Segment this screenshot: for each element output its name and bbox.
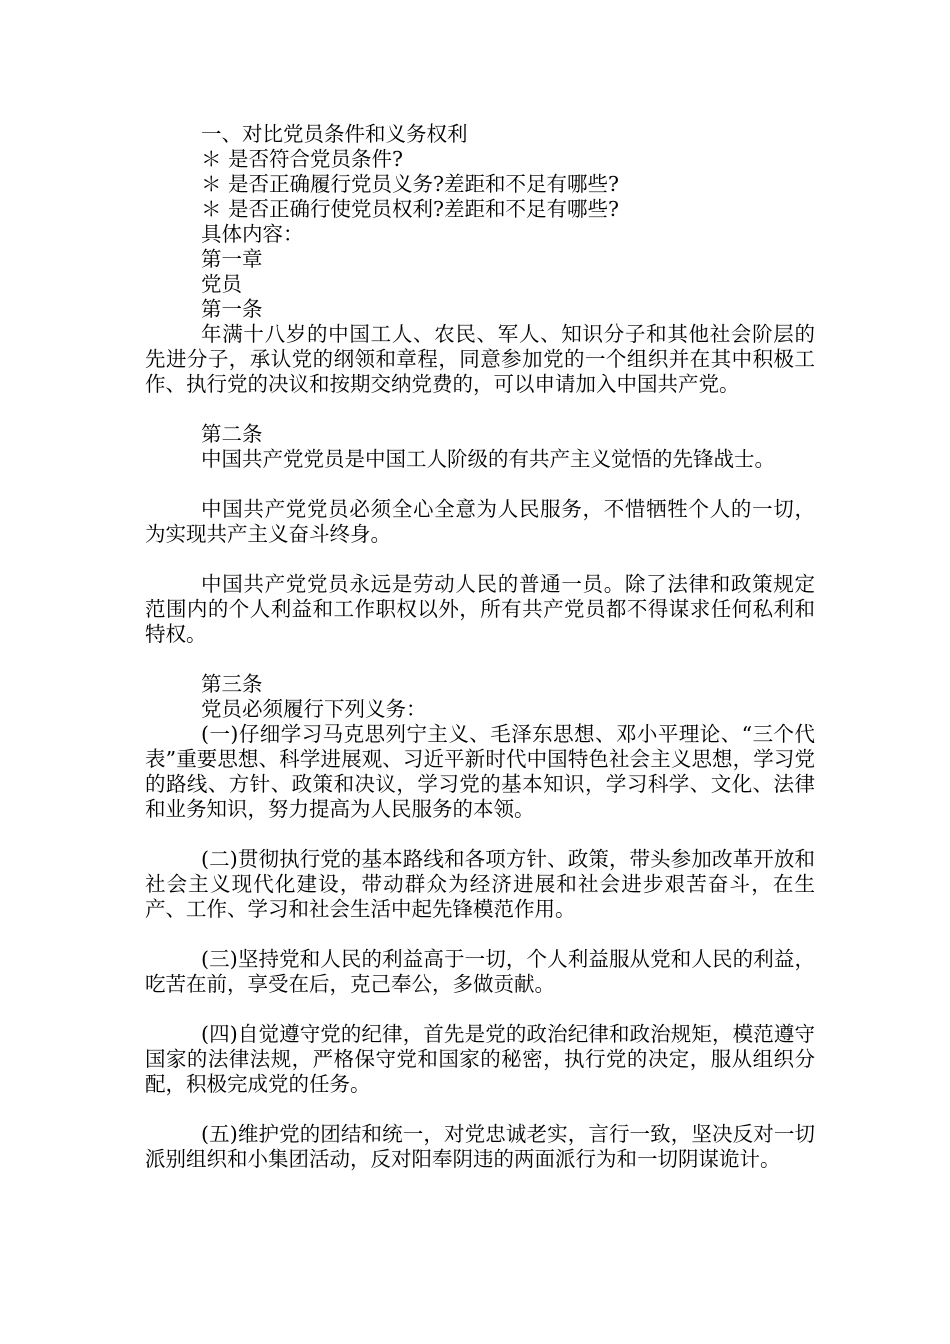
content-label: 具体内容： — [201, 222, 304, 246]
chapter-title: 党员 — [201, 272, 242, 296]
duty-item-1: (一)仔细学习马克思列宁主义、毛泽东思想、邓小平理论、“三个代表”重要思想、科学进展观、习近平新时代中国特色社会主义思想，学习党的路线、方针、政策和决议，学习党的基本知识，学习科学、文化、法律和业务知识，努力提高为人民服务的本领。 — [145, 722, 815, 821]
spacer — [145, 472, 815, 497]
spacer — [145, 1097, 815, 1122]
chapter-heading: 第一章 — [201, 247, 263, 271]
article2-heading: 第二条 — [201, 422, 263, 446]
document-page — [145, 122, 815, 1172]
article2-paragraph-3: 中国共产党党员永远是劳动人民的普通一员。除了法律和政策规定范围内的个人利益和工作职权以外，所有共产党员都不得谋求任何私利和特权。 — [145, 572, 815, 646]
article2-paragraph-2: 中国共产党党员必须全心全意为人民服务，不惜牺牲个人的一切，为实现共产主义奋斗终身。 — [145, 497, 815, 546]
duty-item-3: (三)坚持党和人民的利益高于一切，个人利益服从党和人民的利益，吃苦在前，享受在后，克己奉公，多做贡献。 — [145, 947, 815, 996]
spacer — [145, 822, 815, 847]
article1-text: 年满十八岁的中国工人、农民、军人、知识分子和其他社会阶层的先进分子，承认党的纲领和章程，同意参加党的一个组织并在其中积极工作、执行党的决议和按期交纳党费的，可以申请加入中国共产党。 — [145, 322, 815, 396]
article3-heading: 第三条 — [201, 672, 263, 696]
spacer — [145, 922, 815, 947]
checklist-item-conditions: ＊ 是否符合党员条件? — [201, 147, 404, 171]
article2-paragraph-1: 中国共产党党员是中国工人阶级的有共产主义觉悟的先锋战士。 — [201, 447, 775, 471]
article1-heading: 第一条 — [201, 297, 263, 321]
duty-item-4: (四)自觉遵守党的纪律，首先是党的政治纪律和政治规矩，模范遵守国家的法律法规，严格保守党和国家的秘密，执行党的决定，服从组织分配，积极完成党的任务。 — [145, 1022, 815, 1096]
spacer — [145, 397, 815, 422]
checklist-item-rights: ＊ 是否正确行使党员权利?差距和不足有哪些? — [201, 197, 619, 221]
spacer — [145, 997, 815, 1022]
spacer — [145, 547, 815, 572]
duty-item-2: (二)贯彻执行党的基本路线和各项方针、政策，带头参加改革开放和社会主义现代化建设，带动群众为经济进展和社会进步艰苦奋斗，在生产、工作、学习和社会生活中起先锋模范作用。 — [145, 847, 815, 921]
spacer — [145, 647, 815, 672]
article3-intro: 党员必须履行下列义务： — [201, 697, 427, 721]
section-heading: 一、对比党员条件和义务权利 — [201, 122, 468, 146]
checklist-item-duties: ＊ 是否正确履行党员义务?差距和不足有哪些? — [201, 172, 619, 196]
duty-item-5: (五)维护党的团结和统一，对党忠诚老实，言行一致，坚决反对一切派别组织和小集团活动，反对阳奉阴违的两面派行为和一切阴谋诡计。 — [145, 1122, 815, 1171]
